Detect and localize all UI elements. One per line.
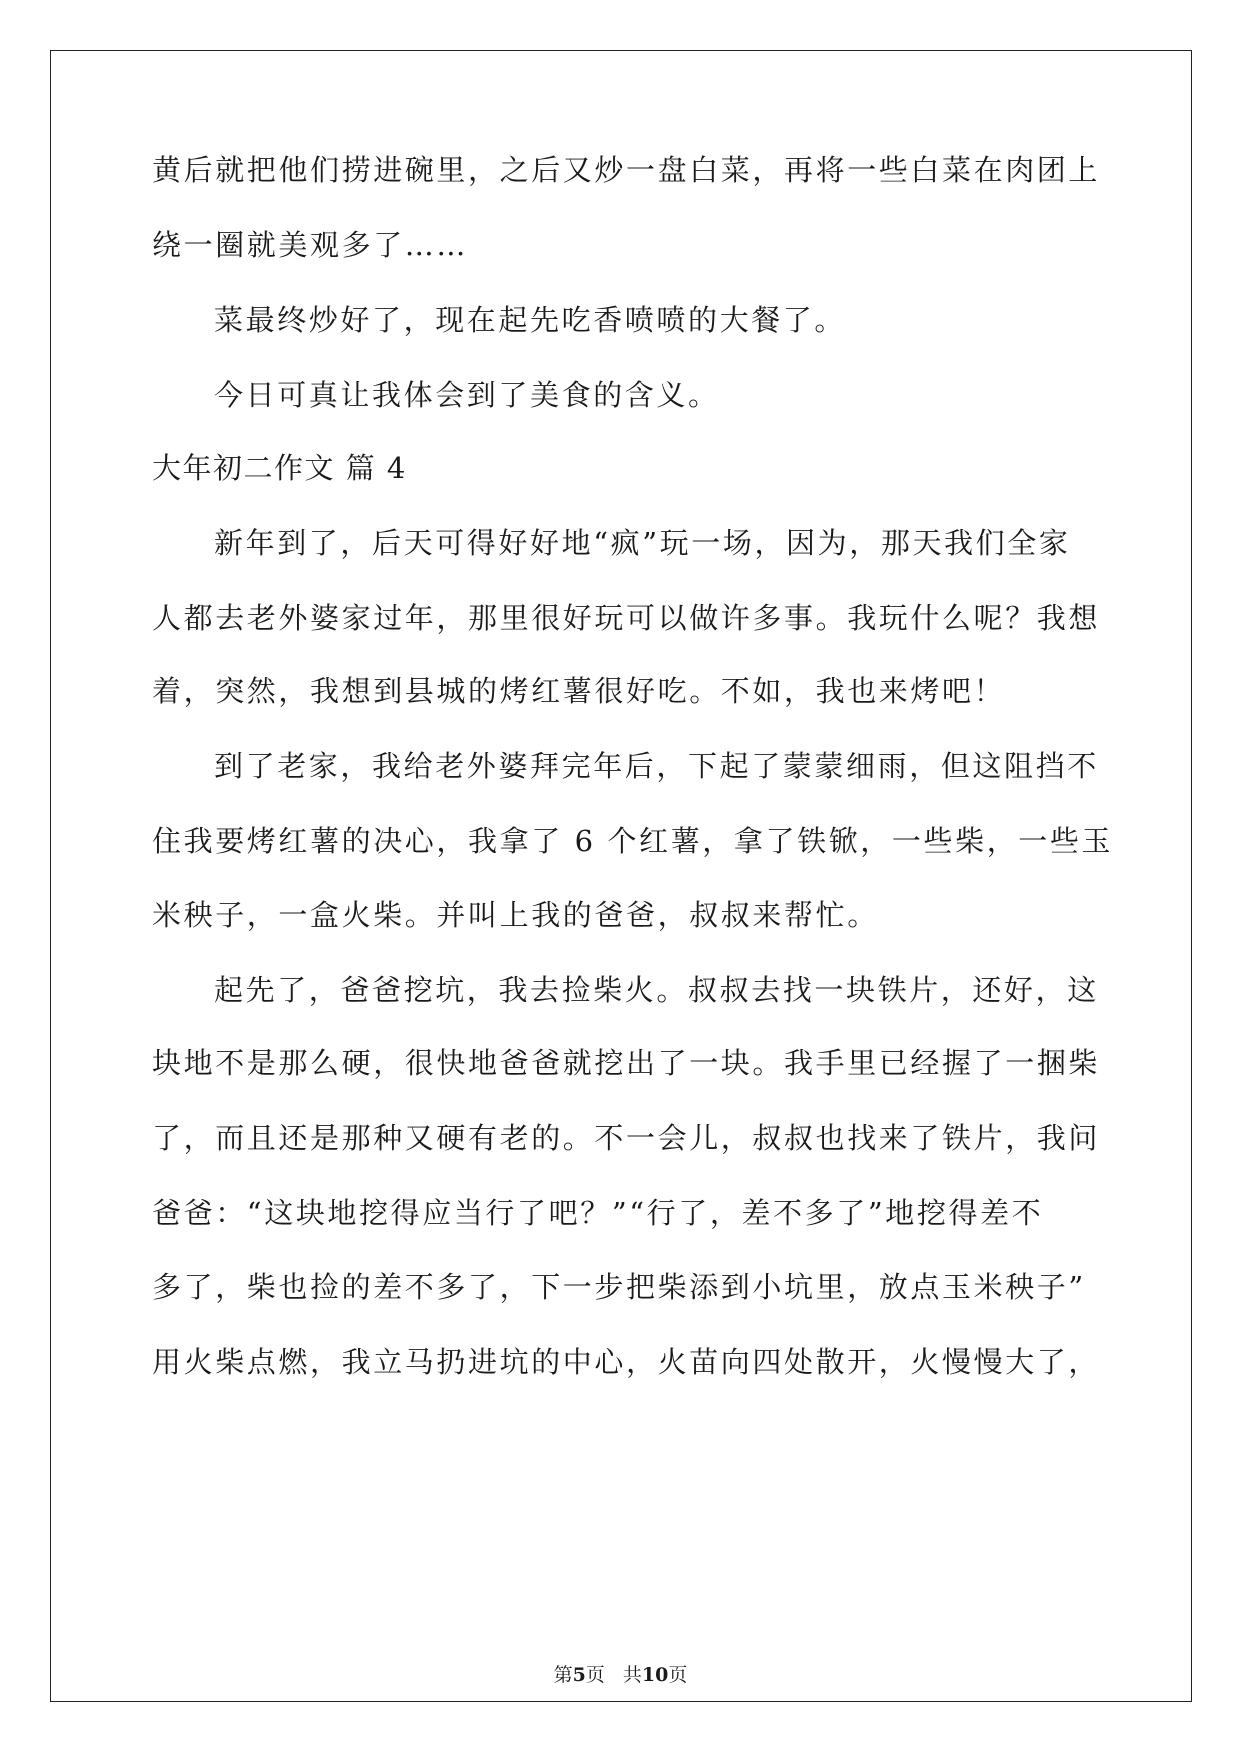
text-line: 着，突然，我想到县城的烤红薯很好吃。不如，我也来烤吧！ [152,674,1006,708]
paragraph-line: 到了老家，我给老外婆拜完年后，下起了蒙蒙细雨，但这阻挡不 [214,749,1099,783]
page-label-prefix: 第 [553,1664,573,1686]
paragraph-line: 菜最终炒好了，现在起先吃香喷喷的大餐了。 [214,303,847,337]
text-line: 绕一圈就美观多了…… [152,228,469,262]
text-line: 米秧子，一盒火柴。并叫上我的爸爸，叔叔来帮忙。 [152,898,879,932]
text-line: 用火柴点燃，我立马扔进坑的中心，火苗向四处散开，火慢慢大了， [152,1345,1101,1379]
text-line: 人都去老外婆家过年，那里很好玩可以做许多事。我玩什么呢？我想 [152,601,1101,635]
text-line: 块地不是那么硬，很快地爸爸就挖出了一块。我手里已经握了一捆柴 [152,1046,1101,1080]
page-footer [0,1663,1241,1687]
page-total: 10 [641,1664,669,1686]
text-line: 住我要烤红薯的决心，我拿了 6 个红薯，拿了铁锨，一些柴，一些玉 [152,824,1114,858]
text-line: 黄后就把他们捞进碗里，之后又炒一盘白菜，再将一些白菜在肉团上 [152,153,1101,187]
total-label-suffix: 页 [668,1664,688,1686]
paragraph-line: 起先了，爸爸挖坑，我去捡柴火。叔叔去找一块铁片，还好，这 [214,973,1099,1007]
page-number: 5 [572,1664,586,1686]
page-label-suffix: 页 [585,1664,605,1686]
text-line: 了，而且还是那种又硬有老的。不一会儿，叔叔也找来了铁片，我问 [152,1121,1101,1155]
paragraph-line: 新年到了，后天可得好好地“疯”玩一场，因为，那天我们全家 [214,526,1071,560]
text-line: 爸爸：“这块地挖得应当行了吧？”“行了，差不多了”地挖得差不 [152,1196,1044,1230]
page-border [50,50,1192,1702]
text-line: 多了，柴也捡的差不多了，下一步把柴添到小坑里，放点玉米秧子” [152,1270,1086,1304]
section-heading: 大年初二作文 篇 4 [152,451,407,485]
total-label-prefix: 共 [622,1664,642,1686]
paragraph-line: 今日可真让我体会到了美食的含义。 [214,378,720,412]
